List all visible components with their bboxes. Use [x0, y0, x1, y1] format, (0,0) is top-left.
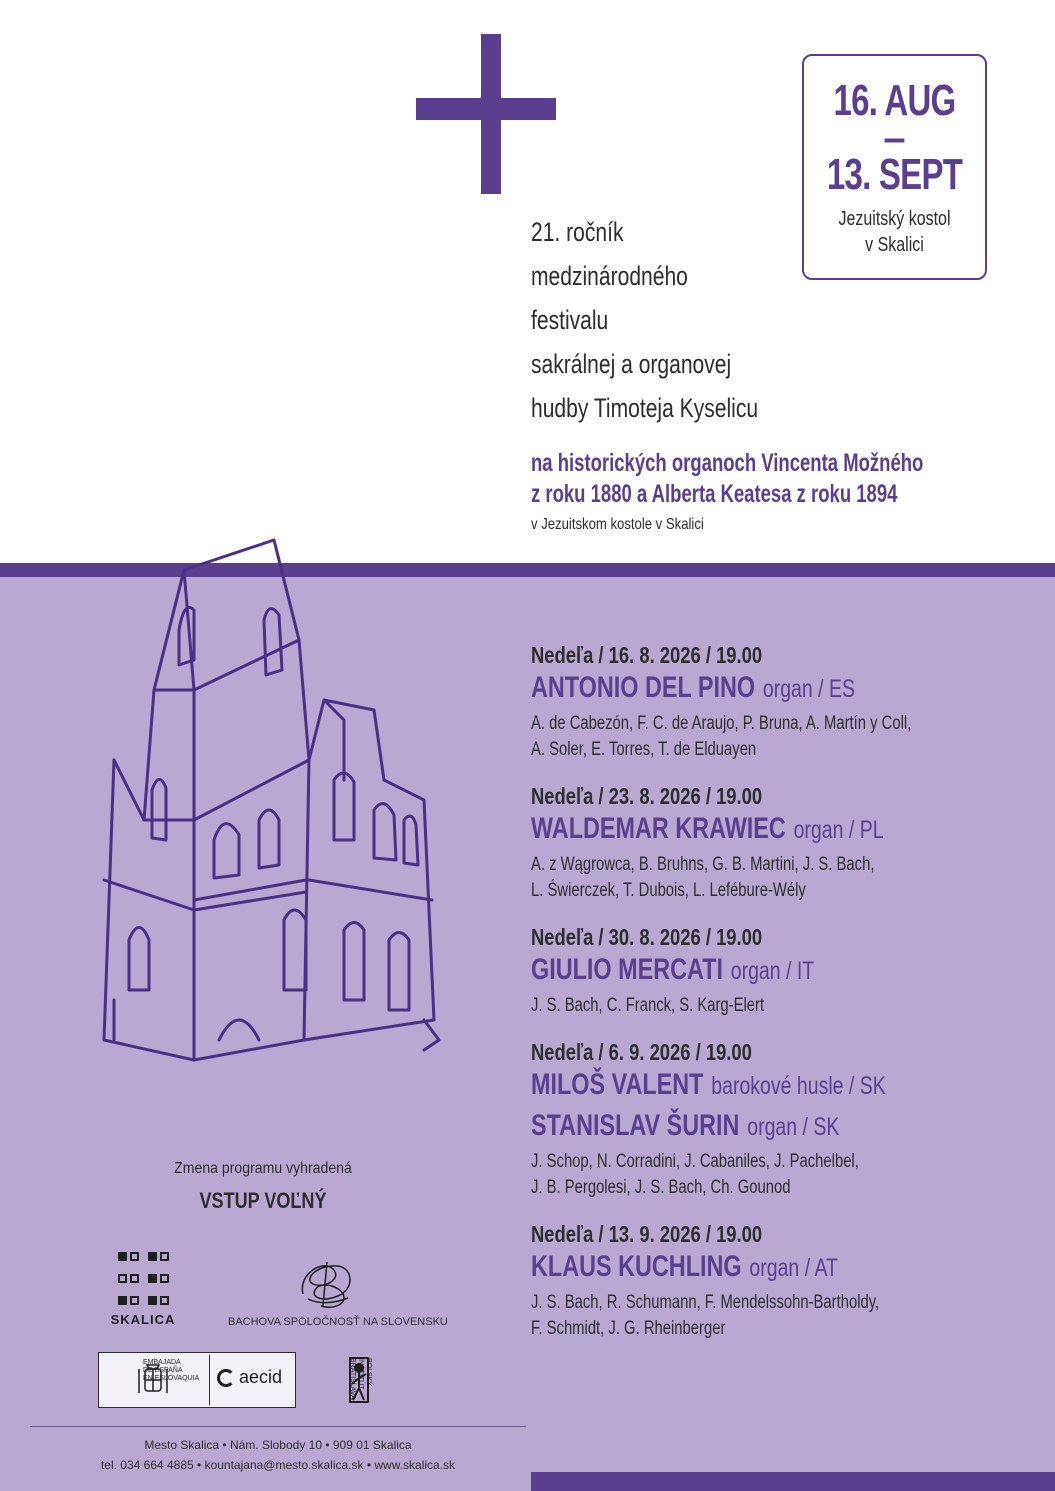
embassy-text — [143, 1359, 199, 1383]
performer-instrument: barokové husle / SK — [711, 1072, 886, 1100]
polish-line: BRATISLAVA — [349, 1358, 356, 1400]
logo-square — [148, 1296, 157, 1305]
subtitle-line: festivalu — [531, 305, 609, 335]
logo-square — [130, 1296, 139, 1305]
logo-square — [148, 1274, 157, 1283]
festival-subtitle — [531, 210, 861, 430]
logo-square — [130, 1274, 139, 1283]
footer-contact — [30, 1435, 526, 1475]
concert-date: Nedeľa / 16. 8. 2026 / 19.00 — [531, 642, 763, 668]
aecid-icon — [217, 1369, 235, 1387]
embassy-line: DE ESPAÑA — [143, 1367, 183, 1374]
subtitle-line: 21. ročník — [531, 217, 624, 247]
subtitle-line: sakrálnej a organovej — [531, 349, 732, 379]
logo-square — [130, 1252, 139, 1261]
performer-name: GIULIO MERCATI — [531, 953, 723, 986]
logo-square — [118, 1252, 127, 1261]
bach-monogram-icon — [293, 1254, 363, 1314]
bach-society-logo — [228, 1254, 448, 1334]
polish-institute-logo — [348, 1356, 408, 1410]
concert-item — [531, 640, 1031, 763]
concert-program — [531, 640, 1031, 1360]
logo-square — [160, 1252, 169, 1261]
concert-date: Nedeľa / 6. 9. 2026 / 19.00 — [531, 1039, 752, 1065]
logo-square — [118, 1274, 127, 1283]
performer-name: STANISLAV ŠURIN — [531, 1109, 740, 1142]
footer-address: Mesto Skalica • Nám. Slobody 10 • 909 01 Skalica — [144, 1438, 412, 1452]
skalica-logo — [98, 1252, 188, 1332]
organs-info — [531, 448, 1055, 510]
performer-instrument: organ / IT — [730, 957, 815, 985]
footer-divider — [30, 1426, 526, 1427]
skalica-logo-text: SKALICA — [110, 1312, 176, 1327]
embassy-line: EMBAJADA — [143, 1359, 181, 1366]
polish-line: INŠTITÚT — [357, 1358, 364, 1390]
aecid-logo — [217, 1367, 282, 1388]
repertoire-line: A. Soler, E. Torres, T. de Elduayen — [531, 739, 757, 760]
subtitle-line: hudby Timoteja Kyselicu — [531, 393, 759, 423]
performer-name: KLAUS KUCHLING — [531, 1250, 742, 1283]
repertoire-line: L. Świerczek, T. Dubois, L. Lefébure-Wély — [531, 880, 806, 901]
logo-square — [118, 1296, 127, 1305]
concert-date: Nedeľa / 30. 8. 2026 / 19.00 — [531, 924, 763, 950]
performer-name: WALDEMAR KRAWIEC — [531, 812, 786, 845]
concert-item — [531, 1037, 1031, 1201]
free-entry-note: VSTUP VOĽNÝ — [199, 1188, 327, 1213]
performer — [531, 1249, 921, 1290]
sponsors-box — [98, 1352, 296, 1408]
logo-square — [160, 1274, 169, 1283]
concert-item — [531, 922, 1031, 1019]
repertoire-line: F. Schmidt, J. G. Rheinberger — [531, 1318, 726, 1339]
concert-item — [531, 781, 1031, 904]
polish-institute-text — [348, 1358, 372, 1400]
repertoire-line: J. B. Pergolesi, J. S. Bach, Ch. Gounod — [531, 1177, 791, 1198]
repertoire-line: J. Schop, N. Corradini, J. Cabaniles, J. Pachelbel, — [531, 1151, 859, 1172]
polish-line: POLSKÝ — [365, 1358, 372, 1387]
logo-square — [160, 1296, 169, 1305]
program-notice — [0, 1160, 526, 1214]
subtitle-line: medzinárodného — [531, 261, 688, 291]
concert-date: Nedeľa / 13. 9. 2026 / 19.00 — [531, 1221, 763, 1247]
performer-instrument: organ / AT — [749, 1254, 838, 1282]
repertoire-line: A. de Cabezón, F. C. de Araujo, P. Bruna, A. Martín y Coll, — [531, 713, 912, 734]
organs-line: z roku 1880 a Alberta Keatesa z roku 1894 — [531, 480, 898, 508]
bach-society-text: BACHOVA SPOLOČNOSŤ NA SLOVENSKU — [228, 1316, 448, 1328]
date-venue-line1: Jezuitský kostol — [838, 208, 951, 230]
performer — [531, 952, 921, 993]
date-start: 16. AUG — [833, 76, 956, 125]
sponsor-divider — [209, 1355, 210, 1405]
repertoire-line: J. S. Bach, R. Schumann, F. Mendelssohn-Bartholdy, — [531, 1292, 880, 1313]
performer-instrument: organ / PL — [793, 816, 884, 844]
church-sketch-icon — [44, 520, 464, 1080]
performer-instrument: organ / SK — [747, 1113, 840, 1141]
date-venue-line2: v Skalici — [865, 234, 924, 256]
date-end: 13. SEPT — [826, 150, 963, 199]
concert-date: Nedeľa / 23. 8. 2026 / 19.00 — [531, 783, 763, 809]
divider-bar-bottom — [531, 1472, 1055, 1491]
embassy-line: EN ESLOVAQUIA — [143, 1375, 200, 1382]
repertoire-line: J. S. Bach, C. Franck, S. Karg-Elert — [531, 995, 765, 1016]
footer-contacts: tel. 034 664 4885 • kountajana@mesto.skalica.sk • www.skalica.sk — [100, 1458, 456, 1472]
performer — [531, 811, 921, 852]
organs-line: na historických organoch Vincenta Možného — [531, 449, 924, 477]
performer — [531, 1108, 921, 1149]
performer-name: MILOŠ VALENT — [531, 1068, 704, 1101]
performer — [531, 670, 921, 711]
performer-instrument: organ / ES — [762, 675, 856, 703]
aecid-text: aecid — [239, 1367, 283, 1387]
concert-item — [531, 1219, 1031, 1342]
venue-note: v Jezuitskom kostole v Skalici — [531, 516, 704, 533]
performer-name: ANTONIO DEL PINO — [531, 671, 756, 704]
repertoire-line: A. z Wągrowca, B. Bruhns, G. B. Martini, J. S. Bach, — [531, 854, 875, 875]
cross-icon-horizontal — [416, 98, 556, 120]
program-change-note: Zmena programu vyhradená — [174, 1160, 352, 1177]
performer — [531, 1067, 921, 1108]
logo-square — [148, 1252, 157, 1261]
date-separator: – — [883, 116, 906, 160]
